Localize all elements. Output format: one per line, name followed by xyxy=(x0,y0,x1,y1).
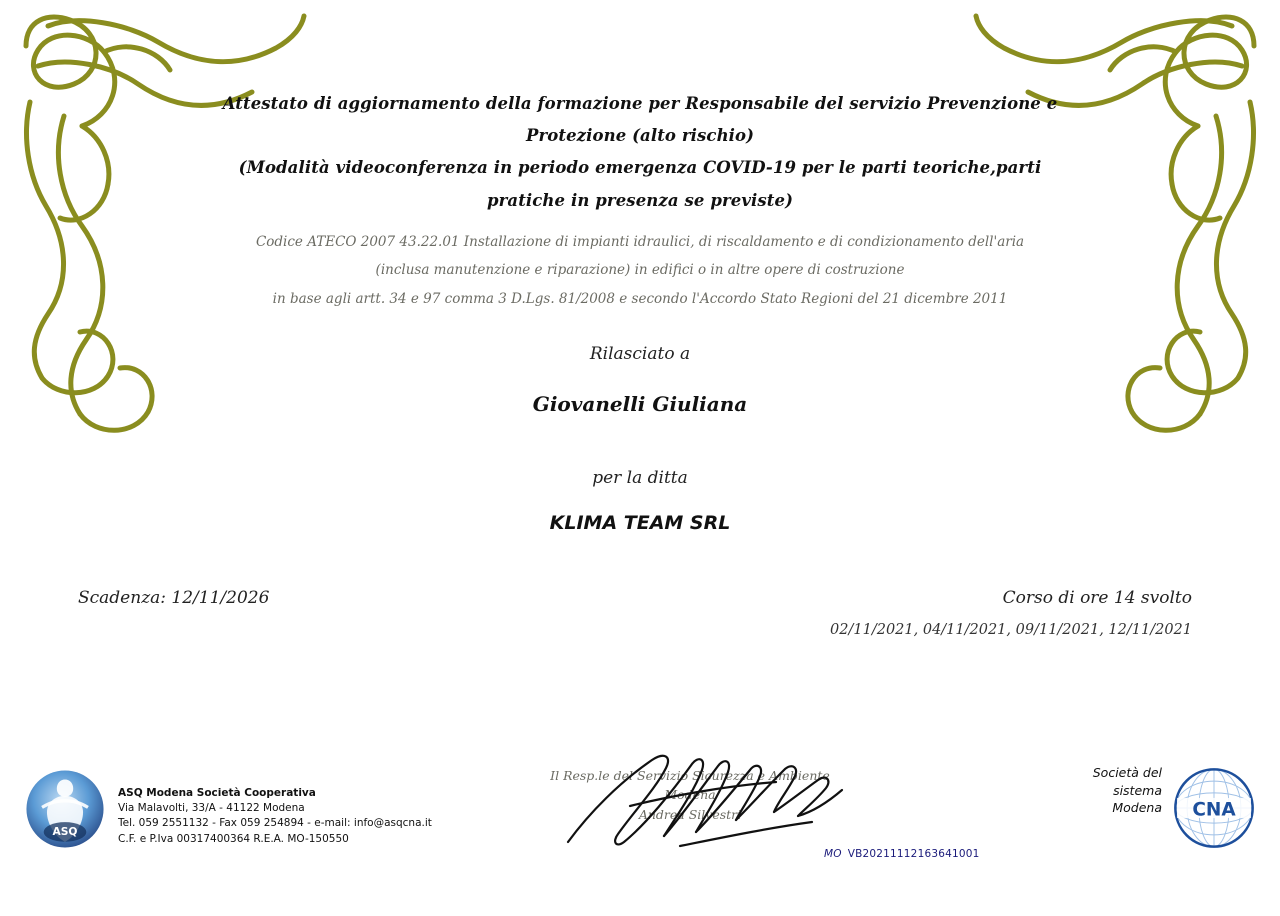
certificate-title xyxy=(210,88,1070,217)
asq-company-info xyxy=(118,786,432,847)
company-name: KLIMA TEAM SRL xyxy=(549,512,731,534)
ateco-line-3: in base agli artt. 34 e 97 comma 3 D.Lgs. 81/2008 e secondo l'Accordo Stato Regioni del 21 dicembre 2011 xyxy=(272,290,1008,307)
signature-role-line-1: Il Resp.le del Servizio Sicurezza e Ambiente xyxy=(550,768,830,783)
issued-to-label: Rilasciato a xyxy=(589,344,691,364)
title-line-4: pratiche in presenza se previste) xyxy=(486,190,794,210)
cna-logo-icon xyxy=(1172,766,1256,850)
asq-logo-icon xyxy=(24,768,106,850)
asq-contacts: Tel. 059 2551132 - Fax 059 254894 - e-mail: info@asqcna.it xyxy=(118,817,432,830)
cna-caption-line-1: Società del xyxy=(1092,765,1162,780)
ateco-line-2: (inclusa manutenzione e riparazione) in edifici o in altre opere di costruzione xyxy=(375,262,905,279)
recipient-name: Giovanelli Giuliana xyxy=(532,392,748,416)
document-code-value: VB20211112163641001 xyxy=(847,848,980,860)
company-label: per la ditta xyxy=(592,468,688,488)
cna-caption-line-2: sistema xyxy=(1113,782,1162,798)
svg-text:ASQ: ASQ xyxy=(52,825,78,839)
cna-caption xyxy=(1093,764,1162,817)
cna-caption-line-3: Modena xyxy=(1112,800,1162,815)
course-dates: 02/11/2021, 04/11/2021, 09/11/2021, 12/11/2021 xyxy=(830,622,1192,638)
title-line-3: (Modalità videoconferenza in periodo emergenza COVID-19 per le parti teoriche,parti xyxy=(238,158,1042,178)
ateco-reference xyxy=(200,228,1080,313)
document-code-prefix: MO xyxy=(824,848,842,860)
asq-fiscal: C.F. e P.Iva 00317400364 R.E.A. MO-150550 xyxy=(118,832,349,845)
signature-role-block xyxy=(545,766,835,824)
title-line-1: Attestato di aggiornamento della formazione per Responsabile del servizio Prevenzione e xyxy=(222,94,1058,113)
svg-text:CNA: CNA xyxy=(1192,799,1236,821)
ateco-line-1: Codice ATECO 2007 43.22.01 Installazione di impianti idraulici, di riscaldamento e di condizionamento dell'aria xyxy=(255,234,1025,250)
document-code xyxy=(824,848,980,860)
signature-role-line-2: Modena xyxy=(664,787,716,803)
signature-name: Andrea Silvestri xyxy=(638,806,742,822)
asq-address: Via Malavolti, 33/A - 41122 Modena xyxy=(118,802,305,815)
expiry-date: Scadenza: 12/11/2026 xyxy=(78,588,270,608)
asq-name: ASQ Modena Società Cooperativa xyxy=(118,787,316,799)
course-hours: Corso di ore 14 svolto xyxy=(1002,588,1192,608)
title-line-2: Protezione (alto rischio) xyxy=(525,126,755,146)
